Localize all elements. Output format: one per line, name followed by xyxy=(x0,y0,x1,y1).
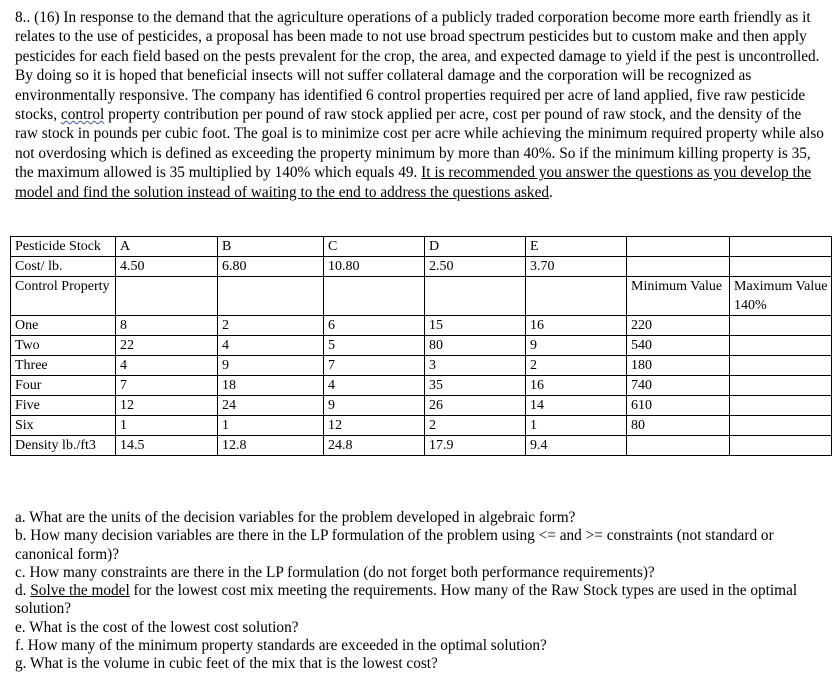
question-d-prefix: d. xyxy=(15,582,31,600)
property-value-cell: 1 xyxy=(116,416,218,436)
question-d xyxy=(15,582,825,619)
question-list xyxy=(15,509,825,674)
maximum-value-cell xyxy=(730,316,832,336)
problem-text-part1: 8.. (16) In response to the demand that the agriculture operations of a publicly traded corporation become more earth friendly as it relates to the use of pesticides, a proposal has been made to not use broad spectrum pesticides but to custom make and then apply pesticides for each field based on the pests prevalent for the crop, the area, and expected damage to yield if the pest is uncontrolled. By doing so it is hoped that beneficial insects will not suffer collateral damage and the corporation will be recognized as environmentally responsive. The company has identified 6 control properties required per acre of land applied, five raw pesticide stocks, xyxy=(15,9,820,124)
maximum-value-cell xyxy=(730,376,832,396)
empty-cell xyxy=(425,277,526,316)
maximum-value-cell xyxy=(730,416,832,436)
spellcheck-flagged-word: control xyxy=(60,106,105,124)
recommendation-underlined: It is recommended you answer the questions as you develop the model and find the solution instead of waiting to the end to address the questions asked xyxy=(15,164,812,201)
property-value-cell: 4 xyxy=(218,336,324,356)
problem-statement xyxy=(15,8,825,202)
property-value-cell: 16 xyxy=(526,316,627,336)
question-d-rest: for the lowest cost mix meeting the requirements. How many of the Raw Stock types are used in the optimal solution? xyxy=(15,582,798,618)
property-name-cell: Five xyxy=(11,396,116,416)
cost-cell: 3.70 xyxy=(526,257,627,277)
density-row xyxy=(11,436,832,456)
minimum-value-cell: 740 xyxy=(627,376,730,396)
density-cell: 24.8 xyxy=(324,436,425,456)
table-row xyxy=(11,336,832,356)
empty-cell xyxy=(627,436,730,456)
property-value-cell: 2 xyxy=(218,316,324,336)
property-value-cell: 3 xyxy=(425,356,526,376)
empty-cell xyxy=(730,436,832,456)
empty-cell xyxy=(526,277,627,316)
minimum-value-cell: 610 xyxy=(627,396,730,416)
stock-header-d: D xyxy=(425,237,526,257)
property-value-cell: 9 xyxy=(218,356,324,376)
property-value-cell: 4 xyxy=(324,376,425,396)
minimum-value-cell: 80 xyxy=(627,416,730,436)
property-value-cell: 24 xyxy=(218,396,324,416)
property-value-cell: 1 xyxy=(526,416,627,436)
empty-cell xyxy=(730,257,832,277)
property-value-cell: 9 xyxy=(324,396,425,416)
table-header-row xyxy=(11,237,832,257)
property-value-cell: 7 xyxy=(324,356,425,376)
density-cell: 12.8 xyxy=(218,436,324,456)
stock-header-a: A xyxy=(116,237,218,257)
maximum-value-header: Maximum Value 140% xyxy=(730,277,832,316)
property-value-cell: 12 xyxy=(324,416,425,436)
minimum-value-cell: 220 xyxy=(627,316,730,336)
table-row xyxy=(11,416,832,436)
control-property-row xyxy=(11,277,832,316)
cost-cell: 6.80 xyxy=(218,257,324,277)
property-value-cell: 9 xyxy=(526,336,627,356)
question-c: c. How many constraints are there in the LP formulation (do not forget both performance requirements)? xyxy=(15,563,655,581)
question-g: g. What is the volume in cubic feet of the mix that is the lowest cost? xyxy=(15,655,438,673)
property-value-cell: 12 xyxy=(116,396,218,416)
property-name-cell: Three xyxy=(11,356,116,376)
problem-text-part2: property contribution per pound of raw stock applied per acre, cost per pound of raw stock, and the density of the raw stock in pounds per cubic foot. The goal is to minimize cost per acre while achieving the minimum required property while also not overdosing which is defined as exceeding the property minimum by more than 40%. So if the minimum killing property is 35, the maximum allowed is 35 multiplied by 140% which equals 49. xyxy=(15,106,824,182)
table-row xyxy=(11,356,832,376)
property-value-cell: 16 xyxy=(526,376,627,396)
question-e: e. What is the cost of the lowest cost solution? xyxy=(15,618,299,636)
property-name-cell: Six xyxy=(11,416,116,436)
property-name-cell: One xyxy=(11,316,116,336)
property-value-cell: 8 xyxy=(116,316,218,336)
table-row xyxy=(11,316,832,336)
density-cell: 14.5 xyxy=(116,436,218,456)
empty-cell xyxy=(627,257,730,277)
property-name-cell: Two xyxy=(11,336,116,356)
cost-cell: 2.50 xyxy=(425,257,526,277)
minimum-value-cell: 180 xyxy=(627,356,730,376)
stock-header-e: E xyxy=(526,237,627,257)
property-value-cell: 18 xyxy=(218,376,324,396)
property-value-cell: 6 xyxy=(324,316,425,336)
minimum-value-cell: 540 xyxy=(627,336,730,356)
maximum-value-cell xyxy=(730,356,832,376)
empty-cell xyxy=(324,277,425,316)
property-value-cell: 80 xyxy=(425,336,526,356)
empty-cell xyxy=(116,277,218,316)
property-value-cell: 35 xyxy=(425,376,526,396)
density-cell: 9.4 xyxy=(526,436,627,456)
property-value-cell: 26 xyxy=(425,396,526,416)
problem-text-end: . xyxy=(549,183,553,201)
table-row xyxy=(11,396,832,416)
cost-label-cell: Cost/ lb. xyxy=(11,257,116,277)
maximum-value-cell xyxy=(730,396,832,416)
cost-cell: 4.50 xyxy=(116,257,218,277)
maximum-value-cell xyxy=(730,336,832,356)
empty-cell xyxy=(627,237,730,257)
question-f: f. How many of the minimum property standards are exceeded in the optimal solution? xyxy=(15,637,547,655)
property-value-cell: 7 xyxy=(116,376,218,396)
header-label-cell: Pesticide Stock xyxy=(11,237,116,257)
pesticide-stock-table xyxy=(10,236,832,456)
control-property-label-cell: Control Property xyxy=(11,277,116,316)
property-value-cell: 5 xyxy=(324,336,425,356)
property-value-cell: 1 xyxy=(218,416,324,436)
property-value-cell: 2 xyxy=(526,356,627,376)
empty-cell xyxy=(218,277,324,316)
minimum-value-header: Minimum Value xyxy=(627,277,730,316)
property-value-cell: 14 xyxy=(526,396,627,416)
property-name-cell: Four xyxy=(11,376,116,396)
property-value-cell: 4 xyxy=(116,356,218,376)
cost-row xyxy=(11,257,832,277)
question-a: a. What are the units of the decision variables for the problem developed in algebraic form? xyxy=(15,509,576,526)
property-value-cell: 22 xyxy=(116,336,218,356)
question-b: b. How many decision variables are there in the LP formulation of the problem using <= and >= constraints (not standard or canonical form)? xyxy=(15,527,774,563)
cost-cell: 10.80 xyxy=(324,257,425,277)
empty-cell xyxy=(730,237,832,257)
stock-header-b: B xyxy=(218,237,324,257)
property-value-cell: 15 xyxy=(425,316,526,336)
question-d-underlined: Solve the model xyxy=(30,582,130,600)
table-row xyxy=(11,376,832,396)
density-cell: 17.9 xyxy=(425,436,526,456)
property-value-cell: 2 xyxy=(425,416,526,436)
stock-header-c: C xyxy=(324,237,425,257)
density-label-cell: Density lb./ft3 xyxy=(11,436,116,456)
